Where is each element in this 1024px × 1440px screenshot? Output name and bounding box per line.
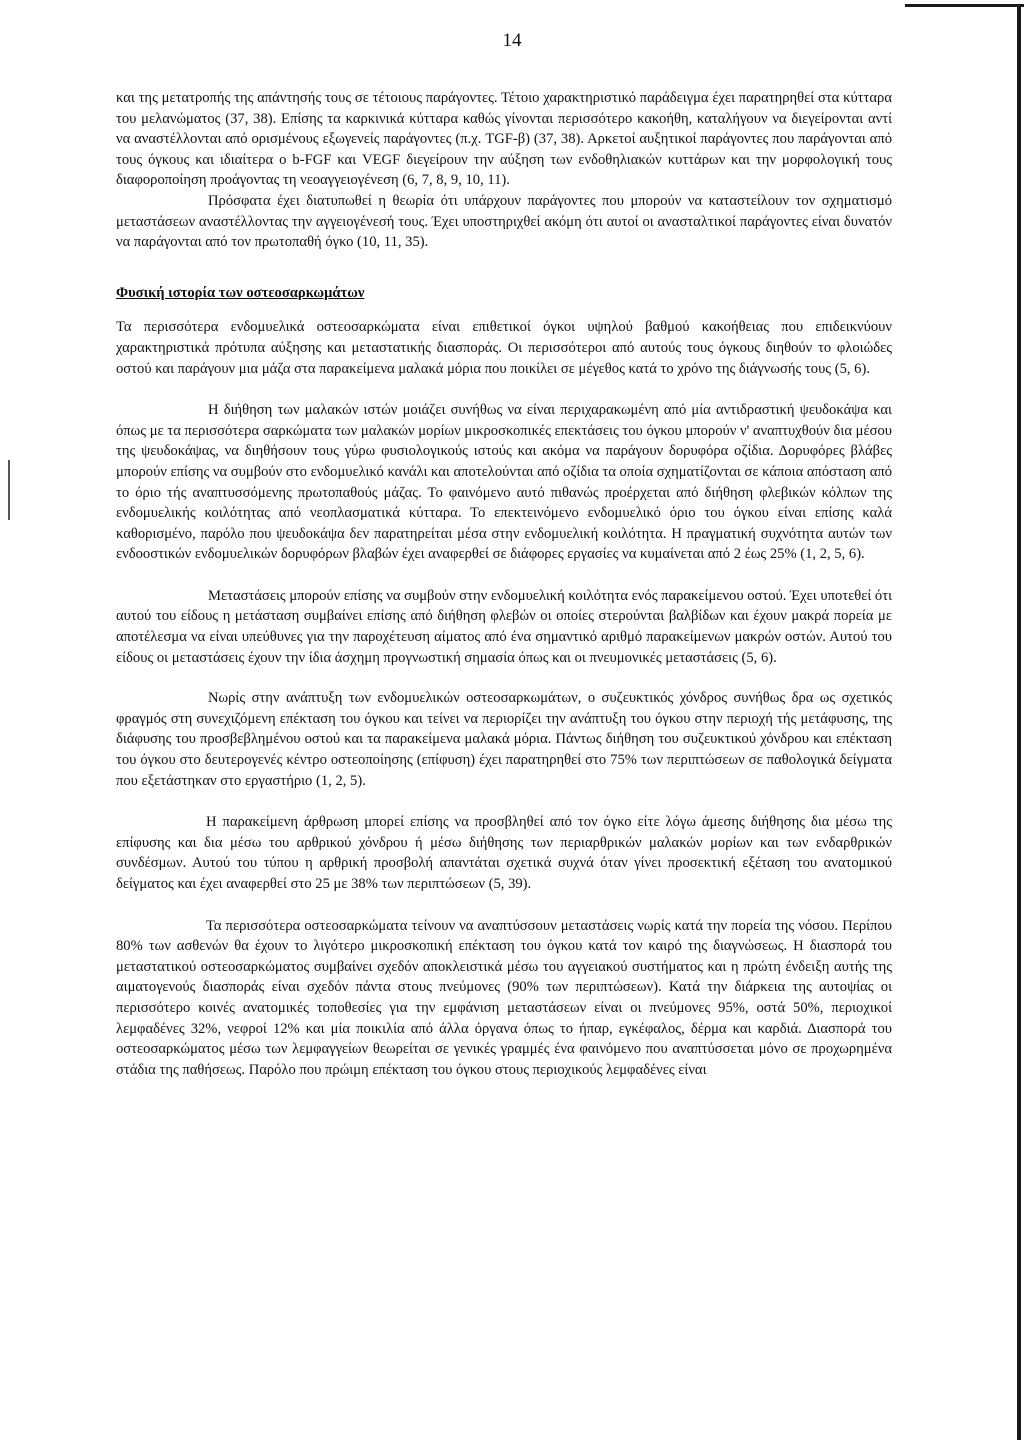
- paragraph-metastatic-spread: Τα περισσότερα οστεοσαρκώματα τείνουν να αναπτύσσουν μεταστάσεις νωρίς κατά την πορεία της νόσου. Περίπου 80% των ασθενών θα έχουν το λιγότερο μικροσκοπική επέκταση του όγκου κατά τον καιρό της διαγνώσεως. Η διασπορά του μεταστατικού οστεοσαρκώματος συμβαίνει σχεδόν αποκλειστικά μέσω του αγγειακού συστήματος και η πρώτη ένδειξη αυτής της αιματογενούς διασποράς είναι σχεδόν πάντα στους πνεύμονες (90% των περιπτώσεων). Κατά την διάρκεια της αυτοψίας οι περισσότερο κοινές ανατομικές τοποθεσίες για την εμφάνιση μεταστάσεων είναι οι πνεύμονες 95%, οστά 50%, περιοχικοί λεμφαδένες 32%, νεφροί 12% και μία ποικιλία από άλλα όργανα όπως το ήπαρ, εγκέφαλος, δέρμα και καρδιά. Διασπορά του οστεοσαρκώματος μέσω των λεμφαγγείων θεωρείται σε γενικές γραμμές ένα φαινόμενο που αναπτύσσεται μόνο σε προχωρημένα στάδια της παθήσεως. Παρόλο που πρώιμη επέκταση του όγκου στους περιοχικούς λεμφαδένες είναι: [116, 917, 892, 1078]
- paragraph-growth-plate: Νωρίς στην ανάπτυξη των ενδομυελικών οστεοσαρκωμάτων, ο συζευκτικός χόνδρος συνήθως δρα ως σχετικός φραγμός στη συνεχιζόμενη επέκταση του όγκου και τείνει να περιορίζει την ανάπτυξη του όγκου στην περιοχή τής μετάφυσης, της διάφυσης του προσβεβλημένου οστού και τα παρακείμενα μαλακά μόρια. Πάντως διήθηση του συζευκτικού χόνδρου και επέκταση του όγκου στο δευτερογενές κέντρο οστεοποίησης (επίφυση) έχει παρατηρηθεί στο 75% των περιπτώσεων σε παθολογικά δείγματα που εξετάστηκαν στο εργαστήριο (1, 2, 5).: [116, 690, 892, 789]
- document-body: [116, 88, 892, 1080]
- paragraph-skip-metastases: Μεταστάσεις μπορούν επίσης να συμβούν στην ενδομυελική κοιλότητα ενός παρακείμενου οστού. Έχει υποτεθεί ότι αυτού του είδους η μετάσταση συμβαίνει επίσης από διήθηση φλεβών οι οποίες στερούνται βαλβίδων και έχουν μακρά πορεία με αποτέλεσμα να είναι υπεύθυνες για την παροχέτευση αίματος από ένα σημαντικό αριθμό παρακείμενων μακρών οστών. Αυτού του είδους οι μεταστάσεις έχουν την ίδια άσχημη προγνωστική σημασία όπως και οι πνευμονικές μεταστάσεις (5, 6).: [116, 587, 893, 666]
- paragraph-soft-tissue-infiltration: Η διήθηση των μαλακών ιστών μοιάζει συνήθως να είναι περιχαρακωμένη από μία αντιδραστική ψευδοκάψα και όπως με τα περισσότερα σαρκώματα των μαλακών μορίων μικροσκοπικές επεκτάσεις του όγκου μπορούν ν' αναπτυχθούν δια μέσου της ψευδοκάψας, να διηθήσουν τους γύρω φυσιολογικούς ιστούς και ακόμα να παράγουν δορυφόρα οζίδια. Δορυφόρες βλάβες μπορούν επίσης να συμβούν στο ενδομυελικό κανάλι και αποτελούνται από οζίδια τα οποία σχηματίζονται σε κάποια απόσταση από το όριο τής αναπτυσσόμενης πρωτοπαθούς μάζας. Το φαινόμενο αυτό πιθανώς προέρχεται από διήθηση φλεβικών κόλπων της ενδομυελικής κοιλότητας από νεοπλασματικά κύτταρα. Το επεκτεινόμενο ενδομυελικό όριο του όγκου είναι επίσης καλά καθορισμένο, παρόλο που ψευδοκάψα δεν παρατηρείται μέσα στην ενδομυελική κοιλότητα. Η πραγματική συχνότητα αυτών των ενδοοστικών ενδομυελικών δορυφόρων βλαβών έχει αναφερθεί σε διάφορες εργασίες να κυμαίνεται από 2 έως 25% (1, 2, 5, 6).: [116, 402, 893, 563]
- scan-mark-left: [8, 460, 10, 520]
- paragraph-inhibitory-factors: Πρόσφατα έχει διατυπωθεί η θεωρία ότι υπάρχουν παράγοντες που μπορούν να καταστείλουν τον σχηματισμό μεταστάσεων αναστέλλοντας την αγγειογένεσή τους. Έχει υποστηριχθεί ακόμη ότι αυτοί οι ανασταλτικοί παράγοντες είναι δυνατόν να παράγονται από τον πρωτοπαθή όγκο (10, 11, 35).: [116, 192, 892, 251]
- page-number: 14: [502, 30, 522, 51]
- scan-border-top: [905, 4, 1024, 7]
- paragraph-continuation: και της μετατροπής της απάντησής τους σε τέτοιους παράγοντες. Τέτοιο χαρακτηριστικό παράδειγμα έχει παρατηρηθεί στα κύτταρα του μελανώματος (37, 38). Επίσης τα καρκινικά κύτταρα καθώς γίνονται περισσότερο κακοήθη, καταλήγουν να διεγείρονται αντί να αναστέλλονται από ορισμένους εξωγενείς παράγοντες (π.χ. TGF-β) (37, 38). Αρκετοί αυξητικοί παράγοντες που παράγονται από τους όγκους και ιδιαίτερα ο b-FGF και VEGF διεγείρουν την αύξηση των ενδοθηλιακών κυττάρων και την μορφολογική τους διαφοροποίηση προάγοντας τη νεοαγγειογένεση (6, 7, 8, 9, 10, 11).: [116, 90, 892, 189]
- scan-border-right: [1017, 4, 1021, 1440]
- paragraph-joint-involvement: Η παρακείμενη άρθρωση μπορεί επίσης να προσβληθεί από τον όγκο είτε λόγω άμεσης διήθησης δια μέσω της επίφυσης και δια μέσω του αρθρικού χόνδρου ή μέσω διήθησης των περιαρθρικών μαλακών μορίων και των ενδαρθρικών συνδέσμων. Αυτού του τύπου η αρθρική προσβολή απαντάται σχετικά συχνά όταν γίνει προσεκτική εξέταση του ανατομικού δείγματος και έχει αναφερθεί στο 25 με 38% των περιπτώσεων (5, 39).: [116, 814, 892, 892]
- paragraph-intramedullary: Τα περισσότερα ενδομυελικά οστεοσαρκώματα είναι επιθετικοί όγκοι υψηλού βαθμού κακοήθειας που επιδεικνύουν χαρακτηριστικά πρότυπα αύξησης και μεταστατικής διασποράς. Οι περισσότεροι από αυτούς τους όγκους διηθούν το φλοιώδες οστού και παράγουν μια μάζα στα παρακείμενα μαλακά μόρια που ποικίλει σε μέγεθος κατά το χρόνο της διάγνωσής τους (5, 6).: [116, 319, 892, 377]
- section-heading: Φυσική ιστορία των οστεοσαρκωμάτων: [116, 284, 365, 301]
